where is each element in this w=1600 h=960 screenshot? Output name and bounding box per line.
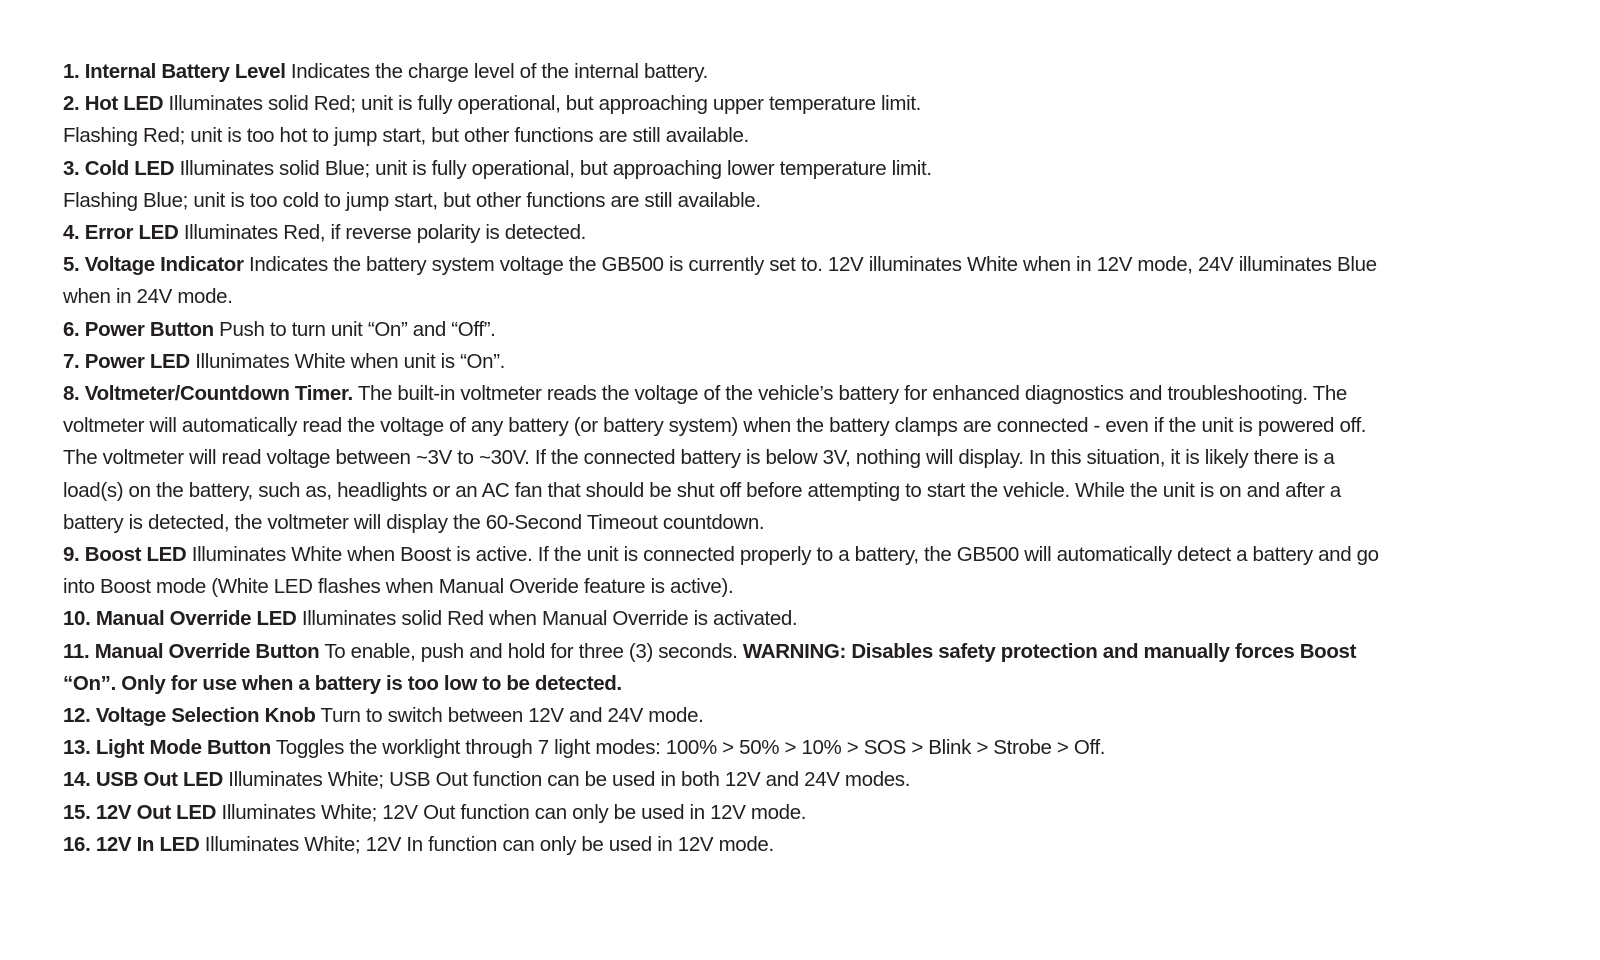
item-description: Illunimates White when unit is “On”.	[195, 349, 506, 373]
item-number: 9.	[63, 543, 80, 567]
item-description-continued: battery is detected, the voltmeter will display the 60-Second Timeout countdown.	[63, 510, 765, 534]
item-number: 11.	[63, 639, 90, 663]
item-term: Light Mode Button	[95, 736, 271, 760]
item-description: Toggles the worklight through 7 light modes: 100% > 50% > 10% > SOS > Blink > Strobe > Off.	[275, 736, 1106, 760]
item-number: 13.	[63, 736, 91, 760]
list-item-usb-out-led	[63, 764, 1543, 796]
item-description: Illuminates White when Boost is active. If the unit is connected properly to a battery, the GB500 will automatically detect a battery and go	[191, 543, 1379, 567]
item-number: 8.	[63, 382, 80, 406]
item-description-continued: when in 24V mode.	[63, 285, 233, 309]
item-term: Power Button	[84, 317, 214, 341]
list-item-error-led	[63, 217, 1543, 249]
item-term: USB Out LED	[95, 768, 223, 792]
item-number: 15.	[63, 800, 91, 824]
item-description-continued: into Boost mode (White LED flashes when Manual Overide feature is active).	[63, 575, 734, 599]
item-description: Illuminates White; 12V In function can only be used in 12V mode.	[204, 832, 774, 856]
list-item-line	[63, 314, 1543, 346]
list-item-internal-battery-level	[63, 56, 1543, 88]
item-term: Voltage Indicator	[84, 253, 244, 277]
list-item-line	[63, 56, 1543, 88]
item-number: 3.	[63, 156, 80, 180]
item-description: To enable, push and hold for three (3) seconds.	[324, 639, 738, 663]
item-term: Power LED	[84, 349, 190, 373]
list-item-line	[63, 378, 1543, 410]
warning-text-continued: “On”. Only for use when a battery is too low to be detected.	[63, 671, 622, 695]
item-term: Voltmeter/Countdown Timer.	[84, 382, 353, 406]
item-term: 12V Out LED	[95, 800, 217, 824]
item-term: Error LED	[84, 221, 179, 245]
item-description: Illuminates solid Red when Manual Override is activated.	[301, 607, 798, 631]
list-item-power-led	[63, 346, 1543, 378]
list-item-line	[63, 797, 1543, 829]
item-term: Manual Override Button	[94, 639, 320, 663]
item-description: Illuminates White; 12V Out function can only be used in 12V mode.	[221, 800, 807, 824]
list-item-line	[63, 217, 1543, 249]
item-term: Voltage Selection Knob	[95, 704, 316, 728]
list-item-line	[63, 764, 1543, 796]
item-number: 4.	[63, 221, 80, 245]
item-description: Illuminates solid Red; unit is fully operational, but approaching upper temperature limit.	[168, 92, 922, 116]
item-term: Hot LED	[84, 92, 164, 116]
item-description: Push to turn unit “On” and “Off”.	[219, 317, 496, 341]
item-description-continued: load(s) on the battery, such as, headlights or an AC fan that should be shut off before attempting to start the vehicle. While the unit is on and after a	[63, 478, 1341, 502]
item-term: Cold LED	[84, 156, 175, 180]
list-item-manual-override-button	[63, 636, 1543, 700]
list-item-line	[63, 636, 1543, 668]
list-item-boost-led	[63, 539, 1543, 603]
item-number: 14.	[63, 768, 91, 792]
list-item-line	[63, 732, 1543, 764]
item-term: Manual Override LED	[95, 607, 297, 631]
item-description: The built-in voltmeter reads the voltage of the vehicle’s battery for enhanced diagnostics and troubleshooting. The	[357, 382, 1347, 406]
list-item-voltmeter-countdown-timer	[63, 378, 1543, 539]
item-number: 7.	[63, 349, 80, 373]
item-description-continued: voltmeter will automatically read the voltage of any battery (or battery system) when the battery clamps are connected - even if the unit is powered off.	[63, 414, 1367, 438]
list-item-line	[63, 700, 1543, 732]
list-item-line	[63, 88, 1543, 120]
item-number: 6.	[63, 317, 80, 341]
list-item-hot-led	[63, 88, 1543, 152]
item-description: Indicates the charge level of the internal battery.	[290, 60, 709, 83]
item-description: Illuminates White; USB Out function can be used in both 12V and 24V modes.	[228, 768, 911, 792]
item-number: 5.	[63, 253, 80, 277]
item-description-extra: Flashing Blue; unit is too cold to jump start, but other functions are still available.	[63, 188, 761, 212]
item-description: Illuminates solid Blue; unit is fully operational, but approaching lower temperature limit.	[179, 156, 932, 180]
warning-text: WARNING: Disables safety protection and manually forces Boost	[742, 639, 1357, 663]
item-number: 10.	[63, 607, 91, 631]
item-description-continued: The voltmeter will read voltage between ~3V to ~30V. If the connected battery is below 3V, nothing will display. In this situation, it is likely there is a	[63, 446, 1335, 470]
feature-description-list	[63, 56, 1543, 861]
list-item-line	[63, 539, 1543, 571]
item-number: 12.	[63, 704, 91, 728]
list-item-line	[63, 829, 1543, 861]
item-number: 2.	[63, 92, 80, 116]
item-description: Turn to switch between 12V and 24V mode.	[320, 704, 704, 728]
list-item-light-mode-button	[63, 732, 1543, 764]
list-item-12v-in-led	[63, 829, 1543, 861]
list-item-manual-override-led	[63, 603, 1543, 635]
item-number: 16.	[63, 832, 91, 856]
list-item-voltage-selection-knob	[63, 700, 1543, 732]
item-description: Illuminates Red, if reverse polarity is detected.	[183, 221, 586, 245]
list-item-cold-led	[63, 153, 1543, 217]
item-term: Boost LED	[84, 543, 187, 567]
item-description: Indicates the battery system voltage the GB500 is currently set to. 12V illuminates White when in 12V mode, 24V illuminates Blue	[248, 253, 1377, 277]
list-item-12v-out-led	[63, 797, 1543, 829]
item-term: 12V In LED	[95, 832, 200, 856]
list-item-power-button	[63, 314, 1543, 346]
list-item-line	[63, 249, 1543, 281]
list-item-voltage-indicator	[63, 249, 1543, 313]
item-term: Internal Battery Level	[84, 60, 286, 83]
list-item-line	[63, 153, 1543, 185]
item-number: 1.	[63, 60, 80, 83]
item-description-extra: Flashing Red; unit is too hot to jump start, but other functions are still available.	[63, 124, 749, 148]
list-item-line	[63, 603, 1543, 635]
list-item-line	[63, 346, 1543, 378]
